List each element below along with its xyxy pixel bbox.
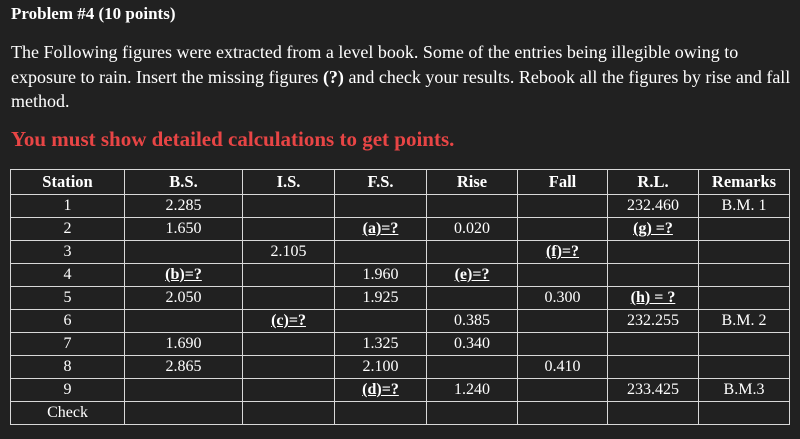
table-row [11,333,790,356]
cell-remarks [699,402,790,425]
cell-rise [427,402,518,425]
cell-fall [518,218,608,241]
cell-remarks [699,356,790,379]
header-fall: Fall [518,170,608,195]
cell-rl [608,402,699,425]
cell-remarks [699,241,790,264]
cell-fs [335,195,427,218]
cell-fall: (f)=? [518,241,608,264]
cell-rl: (g) =? [608,218,699,241]
cell-fall [518,402,608,425]
header-rise: Rise [427,170,518,195]
missing-marker: (?) [322,66,344,87]
table-row [11,379,790,402]
cell-station: 4 [11,264,125,287]
cell-station: 7 [11,333,125,356]
header-bs: B.S. [125,170,243,195]
cell-station: 1 [11,195,125,218]
cell-rl [608,264,699,287]
cell-rl: 233.425 [608,379,699,402]
cell-bs [125,310,243,333]
cell-rl: 232.460 [608,195,699,218]
cell-is [243,218,335,241]
table-row [11,402,790,425]
cell-bs [125,402,243,425]
cell-station: 9 [11,379,125,402]
table-row [11,264,790,287]
cell-station: 2 [11,218,125,241]
table-row [11,356,790,379]
table-row [11,287,790,310]
cell-fs [335,402,427,425]
cell-fs: (d)=? [335,379,427,402]
cell-is [243,195,335,218]
cell-fall [518,333,608,356]
cell-bs [125,379,243,402]
statement-text-before: The Following figures were extracted from a level book. Some of the entries being illegible owing to exposure to rain. Insert the missing figures [11,42,739,87]
cell-fall [518,195,608,218]
cell-bs [125,241,243,264]
cell-fall [518,264,608,287]
cell-fs: 1.925 [335,287,427,310]
table-row [11,218,790,241]
cell-remarks [699,333,790,356]
cell-rise [427,287,518,310]
table-row [11,195,790,218]
table-row [11,310,790,333]
cell-fs [335,241,427,264]
cell-station: 5 [11,287,125,310]
cell-is [243,287,335,310]
cell-is [243,264,335,287]
cell-fall: 0.300 [518,287,608,310]
cell-fs: (a)=? [335,218,427,241]
cell-station: Check [11,402,125,425]
header-rl: R.L. [608,170,699,195]
cell-rl [608,356,699,379]
header-fs: F.S. [335,170,427,195]
warning-note: You must show detailed calculations to get points. [11,127,455,151]
cell-fall [518,379,608,402]
cell-is [243,333,335,356]
cell-rise: 0.340 [427,333,518,356]
cell-bs: 2.050 [125,287,243,310]
cell-remarks [699,264,790,287]
cell-remarks [699,287,790,310]
cell-rise [427,356,518,379]
cell-station: 6 [11,310,125,333]
cell-fs: 2.100 [335,356,427,379]
header-is: I.S. [243,170,335,195]
cell-bs: 1.650 [125,218,243,241]
cell-fall [518,310,608,333]
cell-fs [335,310,427,333]
cell-rl [608,333,699,356]
cell-remarks: B.M. 2 [699,310,790,333]
cell-fs: 1.325 [335,333,427,356]
cell-remarks: B.M.3 [699,379,790,402]
cell-rise: 0.020 [427,218,518,241]
cell-rise: (e)=? [427,264,518,287]
cell-is [243,379,335,402]
cell-bs: (b)=? [125,264,243,287]
cell-bs: 2.865 [125,356,243,379]
statement-text-after: and check your results. Rebook all the figures by rise and fall method. [11,66,791,111]
cell-is [243,356,335,379]
header-station: Station [11,170,125,195]
cell-station: 3 [11,241,125,264]
level-book-table [10,169,790,425]
cell-rl [608,241,699,264]
table-header-row [11,170,790,195]
cell-rise: 1.240 [427,379,518,402]
cell-is [243,402,335,425]
problem-title: Problem #4 (10 points) [11,4,176,23]
cell-rise [427,241,518,264]
table-row [11,241,790,264]
cell-remarks: B.M. 1 [699,195,790,218]
cell-rl: (h) = ? [608,287,699,310]
cell-station: 8 [11,356,125,379]
cell-bs: 1.690 [125,333,243,356]
cell-rise [427,195,518,218]
cell-fall: 0.410 [518,356,608,379]
cell-bs: 2.285 [125,195,243,218]
cell-fs: 1.960 [335,264,427,287]
table-body [11,195,790,425]
header-remarks: Remarks [699,170,790,195]
cell-is: 2.105 [243,241,335,264]
problem-statement [11,40,791,114]
cell-rl: 232.255 [608,310,699,333]
cell-remarks [699,218,790,241]
cell-is: (c)=? [243,310,335,333]
cell-rise: 0.385 [427,310,518,333]
